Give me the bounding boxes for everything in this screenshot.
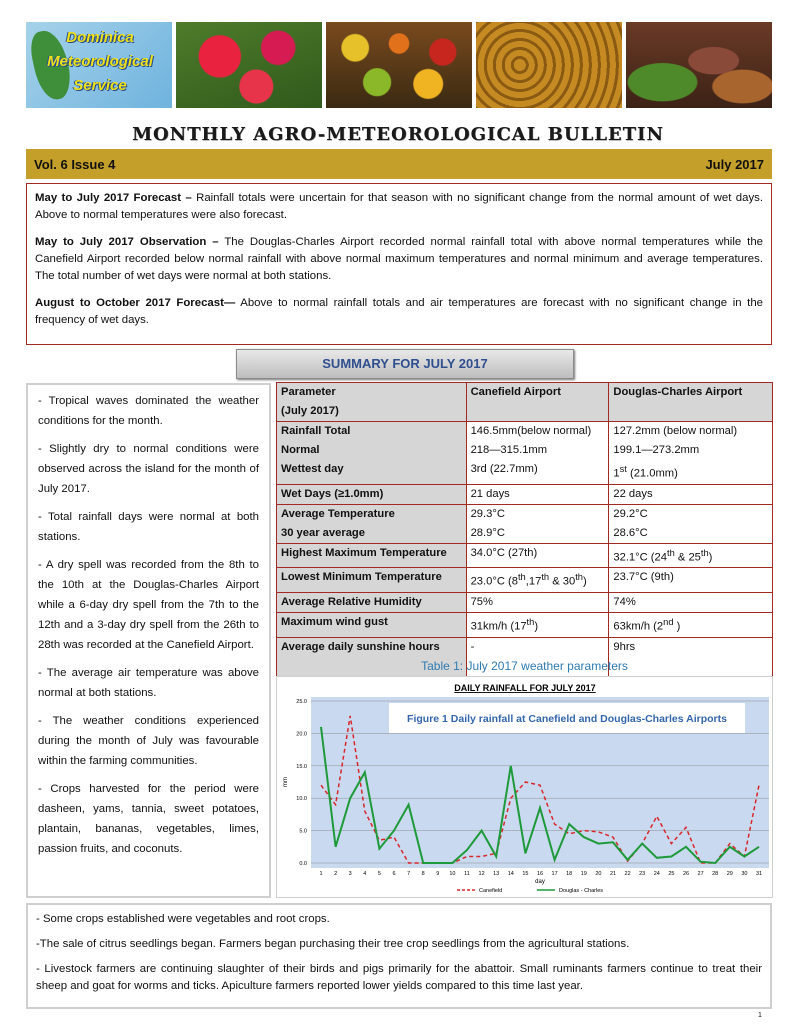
logo-line-1: Dominica: [66, 29, 134, 46]
row-label: Maximum wind gust: [277, 613, 467, 638]
note-item: -The sale of citrus seedlings began. Farmers began purchasing their tree crop seedlings from the agricultural stations.: [36, 938, 630, 950]
x-tick-label: 28: [712, 871, 719, 877]
table-row: [277, 543, 773, 568]
bulletin-title: MONTHLY AGRO-METEOROLOGICAL BULLETIN: [132, 124, 664, 145]
x-tick-label: 1: [319, 871, 323, 877]
x-tick-label: 8: [421, 871, 425, 877]
note-item: - Some crops established were vegetables and root crops.: [36, 913, 330, 925]
x-tick-label: 15: [522, 871, 529, 877]
forecast-label: May to July 2017 Forecast –: [35, 192, 192, 204]
cell-value: 21 days: [466, 484, 609, 504]
header-parameter: [277, 383, 467, 422]
chart-legend: [457, 888, 603, 894]
cell-value: 29.2°C: [613, 507, 648, 520]
y-tick-label: 10.0: [296, 796, 307, 803]
cell-value: 32.1°C (24th & 25th): [609, 543, 773, 568]
cell-value: 218—315.1mm: [470, 444, 548, 456]
header-parameter-line2: (July 2017): [281, 405, 339, 417]
legend-entry: Douglas - Charles: [559, 888, 604, 894]
x-tick-label: 3: [348, 871, 352, 877]
x-tick-label: 17: [551, 871, 558, 877]
table-caption: Table 1: July 2017 weather parameters: [421, 659, 628, 673]
cell-value: 23.7°C (9th): [609, 568, 773, 593]
crop-notes-box: [26, 903, 772, 1009]
y-tick-label: 15.0: [296, 763, 307, 770]
outlook-label: August to October 2017 Forecast—: [35, 297, 236, 309]
cell-value: 34.0°C (27th): [466, 543, 609, 568]
x-tick-label: 19: [580, 871, 587, 877]
x-tick-label: 14: [507, 871, 514, 877]
observation-text: The Douglas-Charles Airport recorded normal rainfall total with above normal temperatures while the Canefield Airport recorded below normal rainfall with above normal maximum temperatures and normal minimum and average temperatures. The total number of wet days were normal at both stations.: [35, 236, 763, 282]
header-douglas-charles: Douglas-Charles Airport: [609, 383, 773, 422]
row-label: Rainfall Total: [281, 425, 351, 437]
cell-value: 22 days: [609, 484, 773, 504]
issue-number: Vol. 6 Issue 4: [34, 156, 116, 172]
issue-bar: [26, 149, 772, 179]
row-label: Average Relative Humidity: [277, 593, 467, 613]
table-row: [277, 593, 773, 613]
logo-line-3: Service: [73, 77, 127, 94]
summary-notes-box: [26, 383, 271, 898]
forecast-text: Rainfall totals were uncertain for that season with no significant change from the normal amount of wet days. Above to normal temperatures were also forecast.: [35, 192, 763, 221]
banner-photo-root-crops: [626, 22, 772, 108]
x-tick-label: 27: [697, 871, 704, 877]
cell-value: 74%: [609, 593, 773, 613]
table-row: [277, 613, 773, 638]
x-tick-label: 13: [493, 871, 500, 877]
x-tick-label: 18: [566, 871, 573, 877]
cell-value: 29.3°C: [470, 507, 505, 520]
inner-chart-title: Figure 1 Daily rainfall at Canefield and Douglas-Charles Airports: [407, 713, 727, 725]
chart-title: DAILY RAINFALL FOR JULY 2017: [454, 683, 596, 693]
row-label: Wettest day: [281, 463, 344, 475]
cell-value: 3rd (22.7mm): [470, 463, 538, 475]
banner-photo-fruits: [326, 22, 472, 108]
table-row: [277, 568, 773, 593]
logo-text: [46, 26, 154, 98]
x-tick-label: 29: [726, 871, 733, 877]
y-tick-label: 25.0: [296, 699, 307, 705]
x-tick-label: 24: [653, 871, 660, 877]
forecast-paragraph: [35, 190, 763, 224]
note-item: - Crops harvested for the period were dasheen, yams, tannia, sweet potatoes, plantain, bananas, vegetables, limes, passion fruits, and coconuts.: [38, 783, 259, 855]
y-tick-label: 0.0: [299, 861, 307, 867]
x-tick-label: 11: [464, 871, 470, 877]
observation-paragraph: [35, 234, 763, 285]
cell-value: 28.9°C: [470, 526, 505, 539]
cell-value: -: [470, 640, 475, 653]
cell-value: 146.5mm(below normal): [470, 425, 592, 437]
x-tick-label: 5: [377, 871, 381, 877]
x-tick-label: 10: [449, 871, 456, 877]
row-label: 30 year average: [281, 526, 365, 539]
table-row: [277, 484, 773, 504]
cell-value: 1st (21.0mm): [613, 464, 678, 480]
row-label: Highest Maximum Temperature: [277, 543, 467, 568]
x-tick-label: 4: [363, 871, 367, 877]
cell-value: 75%: [466, 593, 609, 613]
row-label: Average Temperature: [281, 507, 395, 520]
x-tick-label: 23: [639, 871, 646, 877]
x-axis-label: day: [535, 879, 545, 885]
daily-rainfall-chart-svg: [277, 677, 774, 899]
weather-parameters-table: [276, 382, 773, 696]
forecast-summary-box: [26, 183, 772, 345]
x-tick-label: 20: [595, 871, 602, 877]
note-item: - The weather conditions experienced during the month of July was favourable within the farming communities.: [38, 715, 259, 767]
banner-photo-pineapples: [476, 22, 622, 108]
legend-entry: Canefield: [479, 888, 503, 894]
x-tick-label: 21: [609, 871, 617, 877]
x-tick-label: 7: [407, 871, 411, 877]
x-tick-label: 22: [624, 871, 631, 877]
x-tick-label: 30: [741, 871, 748, 877]
cell-value: 9hrs: [613, 640, 636, 653]
note-item: - The average air temperature was above normal at both stations.: [38, 667, 259, 699]
table-row: [277, 422, 773, 485]
x-tick-label: 6: [392, 871, 396, 877]
cell-value: 127.2mm (below normal): [613, 425, 738, 437]
row-label: Lowest Minimum Temperature: [277, 568, 467, 593]
header-banner: [26, 22, 772, 108]
note-item: - Livestock farmers are continuing slaughter of their birds and pigs primarily for the abattoir. Small ruminants farmers continue to treat their sheep and goat for worms and ticks. Apiculture farmers reported lower yields compared to this time last year.: [36, 963, 762, 992]
outlook-text: Above to normal rainfall totals and air temperatures are forecast with no significant change in the frequency of wet days.: [35, 297, 763, 326]
note-item: - Tropical waves dominated the weather conditions for the month.: [38, 395, 259, 427]
logo-line-2: Meteorological: [47, 53, 153, 70]
x-tick-label: 2: [334, 871, 338, 877]
x-tick-label: 25: [668, 871, 675, 877]
x-tick-label: 31: [755, 871, 763, 877]
banner-photo-flowers: [176, 22, 322, 108]
x-tick-label: 26: [682, 871, 690, 877]
cell-value: 199.1—273.2mm: [613, 444, 700, 456]
row-label: Normal: [281, 444, 320, 456]
issue-date: July 2017: [705, 156, 764, 172]
note-item: - Slightly dry to normal conditions were observed across the island for the month of July 2017.: [38, 443, 259, 495]
observation-label: May to July 2017 Observation –: [35, 236, 219, 248]
row-label: Average daily sunshine hours: [281, 640, 440, 653]
table-row: [277, 504, 773, 543]
header-canefield: Canefield Airport: [466, 383, 609, 422]
page-number: 1: [758, 1012, 762, 1019]
note-item: - A dry spell was recorded from the 8th to the 10th at the Douglas-Charles Airport while a 6-day dry spell from the 7th to the 12th and a 3-day dry spell from the 26th to 28th was recorded at the Canefield Airport.: [38, 559, 259, 651]
note-item: - Total rainfall days were normal at both stations.: [38, 511, 259, 543]
x-tick-label: 16: [536, 871, 544, 877]
x-tick-label: 9: [436, 871, 440, 877]
cell-value: 63km/h (2nd ): [609, 613, 773, 638]
daily-rainfall-chart: [276, 676, 773, 898]
y-tick-labels: [296, 699, 307, 867]
y-tick-label: 20.0: [296, 731, 307, 738]
cell-value: 23.0°C (8th,17th & 30th): [466, 568, 609, 593]
row-label: Wet Days (≥1.0mm): [277, 484, 467, 504]
y-tick-label: 5.0: [299, 828, 307, 835]
header-parameter-line1: Parameter: [281, 386, 336, 398]
cell-value: 28.6°C: [613, 526, 648, 539]
dms-logo: [26, 22, 172, 108]
x-tick-label: 12: [478, 871, 485, 877]
summary-heading: SUMMARY FOR JULY 2017: [236, 349, 574, 379]
outlook-paragraph: [35, 295, 763, 329]
table-header-row: [277, 383, 773, 422]
cell-value: 31km/h (17th): [466, 613, 609, 638]
x-tick-labels: [319, 871, 762, 877]
y-axis-label: mm: [283, 777, 289, 787]
